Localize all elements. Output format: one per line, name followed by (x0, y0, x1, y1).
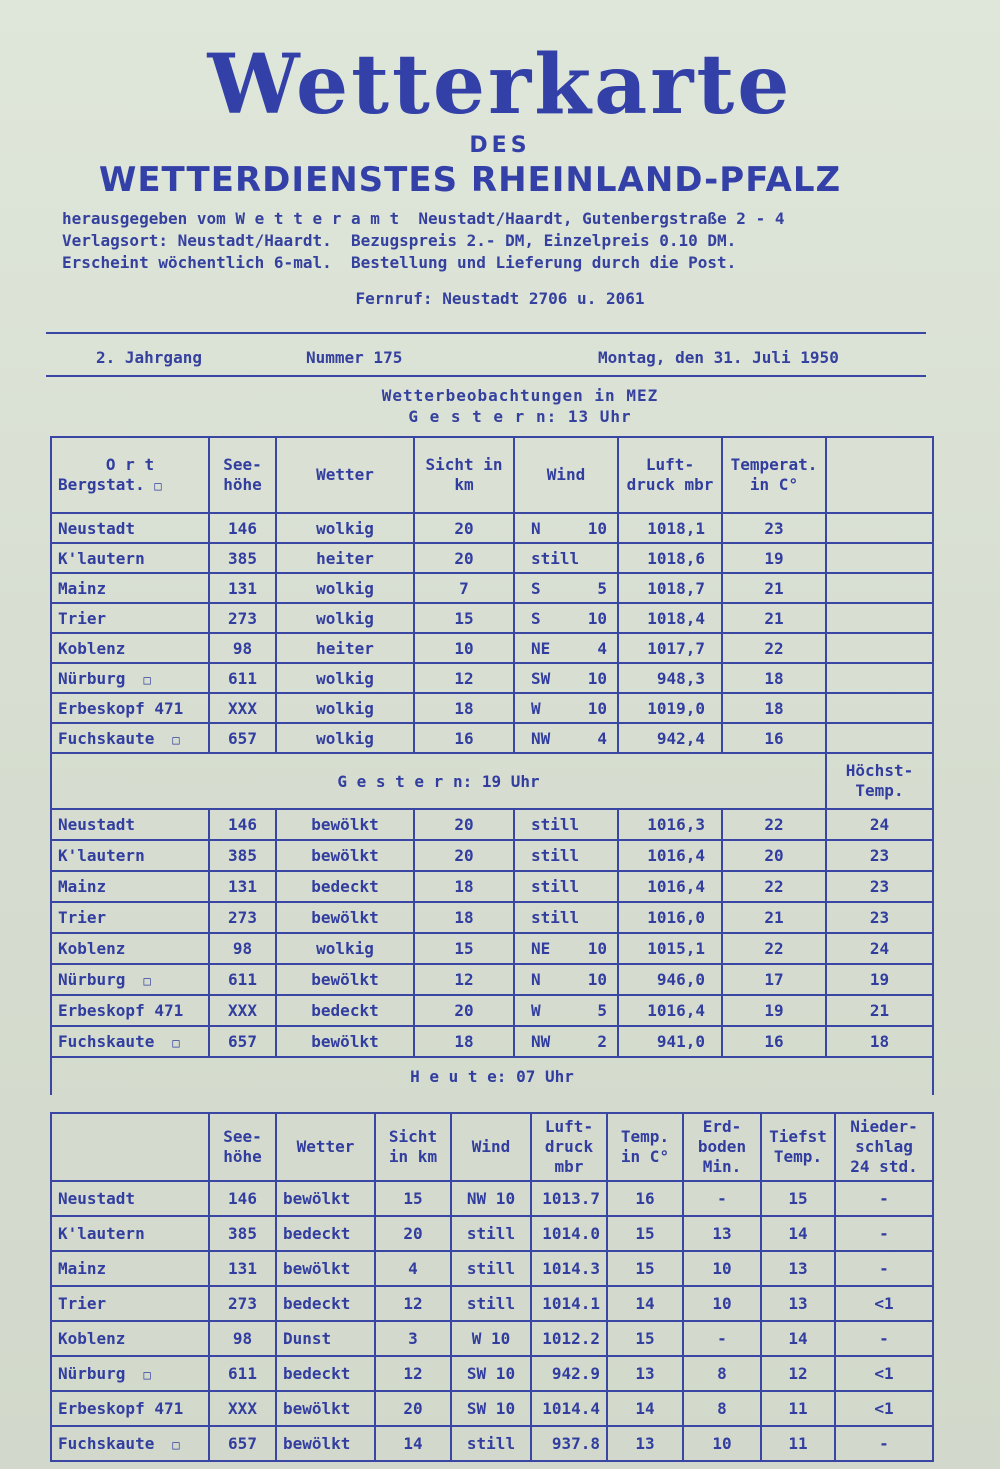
visibility-value: 20 (414, 840, 514, 871)
table-row (51, 871, 933, 902)
wind-value: still (514, 840, 618, 871)
issue-jahrgang: 2. Jahrgang (96, 348, 202, 367)
ground-min-value: - (683, 1321, 761, 1356)
empty-cell (826, 603, 933, 633)
wind-value: still (451, 1251, 531, 1286)
pressure-value: 1016,4 (618, 871, 722, 902)
pressure-value: 1014.3 (531, 1251, 607, 1286)
visibility-value: 12 (375, 1356, 451, 1391)
wind-value: SW 10 (451, 1356, 531, 1391)
visibility-value: 20 (414, 809, 514, 840)
wind-value: still (451, 1426, 531, 1461)
wind-value: SW 10 (451, 1391, 531, 1426)
temperature-value: 15 (607, 1251, 683, 1286)
table-row (51, 809, 933, 840)
max-temperature-value: 24 (826, 933, 933, 964)
ground-min-value: 8 (683, 1356, 761, 1391)
min-temperature-value: 15 (761, 1181, 835, 1216)
publisher-line-2: Verlagsort: Neustadt/Haardt. Bezugspreis 2.- DM, Einzelpreis 0.10 DM. (62, 231, 737, 250)
elevation-value: 131 (209, 573, 276, 603)
visibility-value: 20 (414, 995, 514, 1026)
station-name: Neustadt (51, 1181, 209, 1216)
elevation-value: 611 (209, 663, 276, 693)
ground-min-value: - (683, 1181, 761, 1216)
precipitation-value: <1 (835, 1391, 933, 1426)
empty-cell (826, 723, 933, 753)
station-name: Erbeskopf 471 (51, 693, 209, 723)
empty-cell (826, 693, 933, 723)
elevation-value: 146 (209, 809, 276, 840)
elevation-value: XXX (209, 1391, 276, 1426)
header-luftdruck: Luft- druck mbr (618, 437, 722, 513)
temperature-value: 21 (722, 902, 826, 933)
table-row (51, 513, 933, 543)
observations-title: Wetterbeobachtungen in MEZ (381, 386, 659, 405)
publisher-line-1: herausgegeben vom W e t t e r a m t Neustadt/Haardt, Gutenbergstraße 2 - 4 (62, 209, 785, 228)
visibility-value: 14 (375, 1426, 451, 1461)
precipitation-value: <1 (835, 1356, 933, 1391)
station-name: Nürburg □ (51, 964, 209, 995)
table-row (51, 663, 933, 693)
empty-cell (826, 663, 933, 693)
mountain-station-marker: □ (172, 732, 180, 747)
weather-value: bedeckt (276, 995, 414, 1026)
station-name: Neustadt (51, 809, 209, 840)
table-row (51, 995, 933, 1026)
observations-table-yesterday (50, 436, 934, 1095)
header2-ort (51, 1113, 209, 1181)
header2-wind: Wind (451, 1113, 531, 1181)
temperature-value: 22 (722, 933, 826, 964)
pressure-value: 1016,4 (618, 840, 722, 871)
visibility-value: 18 (414, 1026, 514, 1057)
divider-top (46, 332, 926, 334)
max-temperature-value: 18 (826, 1026, 933, 1057)
wind-value: W 10 (514, 693, 618, 723)
precipitation-value: - (835, 1426, 933, 1461)
elevation-value: XXX (209, 995, 276, 1026)
table-row (51, 603, 933, 633)
weather-value: bewölkt (276, 1426, 375, 1461)
precipitation-value: - (835, 1321, 933, 1356)
visibility-value: 10 (414, 633, 514, 663)
temperature-value: 22 (722, 871, 826, 902)
observations-table-today (50, 1112, 934, 1462)
visibility-value: 18 (414, 693, 514, 723)
issue-date: Montag, den 31. Juli 1950 (598, 348, 839, 367)
ground-min-value: 8 (683, 1391, 761, 1426)
page-subtitle: WETTERDIENSTES RHEINLAND-PFALZ (98, 160, 842, 200)
header-wetter: Wetter (276, 437, 414, 513)
station-name: Nürburg □ (51, 663, 209, 693)
temperature-value: 22 (722, 633, 826, 663)
elevation-value: 385 (209, 1216, 276, 1251)
max-temperature-value: 21 (826, 995, 933, 1026)
table-row (51, 902, 933, 933)
title-des: DES (469, 133, 531, 158)
visibility-value: 12 (414, 964, 514, 995)
station-name: Koblenz (51, 933, 209, 964)
visibility-value: 12 (414, 663, 514, 693)
weather-value: wolkig (276, 693, 414, 723)
header2-erdboden: Erd- boden Min. (683, 1113, 761, 1181)
ground-min-value: 10 (683, 1286, 761, 1321)
table2-header-row (51, 1113, 933, 1181)
wind-value: W 5 (514, 995, 618, 1026)
weather-value: heiter (276, 543, 414, 573)
temperature-value: 21 (722, 573, 826, 603)
pressure-value: 941,0 (618, 1026, 722, 1057)
header2-wetter: Wetter (276, 1113, 375, 1181)
visibility-value: 4 (375, 1251, 451, 1286)
elevation-value: 273 (209, 1286, 276, 1321)
weather-value: bewölkt (276, 902, 414, 933)
max-temperature-value: 23 (826, 840, 933, 871)
min-temperature-value: 11 (761, 1391, 835, 1426)
precipitation-value: - (835, 1216, 933, 1251)
weather-value: bewölkt (276, 1181, 375, 1216)
table-row (51, 723, 933, 753)
weather-value: wolkig (276, 603, 414, 633)
min-temperature-value: 13 (761, 1251, 835, 1286)
empty-cell (826, 513, 933, 543)
station-name: K'lautern (51, 543, 209, 573)
pressure-value: 1018,6 (618, 543, 722, 573)
table-row (51, 543, 933, 573)
elevation-value: 657 (209, 1026, 276, 1057)
weather-value: wolkig (276, 933, 414, 964)
pressure-value: 948,3 (618, 663, 722, 693)
elevation-value: 146 (209, 513, 276, 543)
elevation-value: 611 (209, 964, 276, 995)
mountain-station-marker: □ (143, 672, 151, 687)
weather-value: bedeckt (276, 1356, 375, 1391)
mountain-station-marker: □ (143, 1368, 151, 1382)
min-temperature-value: 12 (761, 1356, 835, 1391)
precipitation-value: <1 (835, 1286, 933, 1321)
ground-min-value: 13 (683, 1216, 761, 1251)
temperature-value: 16 (722, 723, 826, 753)
station-name: Fuchskaute □ (51, 1426, 209, 1461)
visibility-value: 12 (375, 1286, 451, 1321)
page-title: Wetterkarte (207, 37, 793, 133)
station-name: Trier (51, 1286, 209, 1321)
temperature-value: 16 (722, 1026, 826, 1057)
weather-value: wolkig (276, 513, 414, 543)
elevation-value: XXX (209, 693, 276, 723)
wind-value: S 5 (514, 573, 618, 603)
section-07-title: H e u t e: 07 Uhr (51, 1057, 933, 1095)
temperature-value: 23 (722, 513, 826, 543)
section-13-title: G e s t e r n: 13 Uhr (408, 407, 632, 426)
station-name: Neustadt (51, 513, 209, 543)
header-sicht: Sicht in km (414, 437, 514, 513)
weather-value: bewölkt (276, 1391, 375, 1426)
wind-value: still (451, 1216, 531, 1251)
elevation-value: 131 (209, 871, 276, 902)
elevation-value: 385 (209, 543, 276, 573)
elevation-value: 98 (209, 633, 276, 663)
temperature-value: 14 (607, 1286, 683, 1321)
publisher-info (62, 208, 942, 274)
elevation-value: 385 (209, 840, 276, 871)
temperature-value: 13 (607, 1426, 683, 1461)
wind-value: NE 10 (514, 933, 618, 964)
ground-min-value: 10 (683, 1426, 761, 1461)
section-07-row (51, 1057, 933, 1095)
rows-19-uhr (51, 809, 933, 1057)
table-row (51, 1391, 933, 1426)
temperature-value: 16 (607, 1181, 683, 1216)
visibility-value: 15 (414, 933, 514, 964)
visibility-value: 15 (414, 603, 514, 633)
temperature-value: 18 (722, 663, 826, 693)
precipitation-value: - (835, 1181, 933, 1216)
table-row (51, 964, 933, 995)
weather-value: bedeckt (276, 1216, 375, 1251)
mountain-station-marker: □ (143, 974, 151, 988)
precipitation-value: - (835, 1251, 933, 1286)
visibility-value: 18 (414, 871, 514, 902)
min-temperature-value: 13 (761, 1286, 835, 1321)
weather-value: heiter (276, 633, 414, 663)
pressure-value: 1016,4 (618, 995, 722, 1026)
station-name: Erbeskopf 471 (51, 1391, 209, 1426)
temperature-value: 13 (607, 1356, 683, 1391)
pressure-value: 1013.7 (531, 1181, 607, 1216)
max-temperature-value: 19 (826, 964, 933, 995)
wind-value: NW 10 (451, 1181, 531, 1216)
table-row (51, 633, 933, 663)
elevation-value: 273 (209, 902, 276, 933)
weather-value: bedeckt (276, 871, 414, 902)
weather-value: bewölkt (276, 964, 414, 995)
station-name: Fuchskaute □ (51, 1026, 209, 1057)
visibility-value: 20 (414, 513, 514, 543)
temperature-value: 15 (607, 1216, 683, 1251)
header2-seehoehe: See- höhe (209, 1113, 276, 1181)
table-row (51, 1181, 933, 1216)
table-row (51, 573, 933, 603)
wind-value: NE 4 (514, 633, 618, 663)
station-name: K'lautern (51, 1216, 209, 1251)
header2-niederschlag: Nieder- schlag 24 std. (835, 1113, 933, 1181)
elevation-value: 98 (209, 1321, 276, 1356)
elevation-value: 611 (209, 1356, 276, 1391)
weather-value: wolkig (276, 663, 414, 693)
table1-header-row (51, 437, 933, 513)
table-row (51, 1426, 933, 1461)
station-name: Nürburg □ (51, 1356, 209, 1391)
pressure-value: 1014.0 (531, 1216, 607, 1251)
table-row (51, 933, 933, 964)
max-temperature-value: 24 (826, 809, 933, 840)
visibility-value: 3 (375, 1321, 451, 1356)
weather-value: wolkig (276, 573, 414, 603)
mountain-station-marker: □ (172, 1036, 180, 1050)
station-name: Fuchskaute □ (51, 723, 209, 753)
pressure-value: 1016,0 (618, 902, 722, 933)
temperature-value: 22 (722, 809, 826, 840)
weather-value: bedeckt (276, 1286, 375, 1321)
header2-sicht: Sicht in km (375, 1113, 451, 1181)
pressure-value: 1017,7 (618, 633, 722, 663)
wind-value: still (514, 902, 618, 933)
wind-value: NW 4 (514, 723, 618, 753)
rows-07-uhr (51, 1181, 933, 1461)
pressure-value: 1014.1 (531, 1286, 607, 1321)
pressure-value: 942.9 (531, 1356, 607, 1391)
elevation-value: 131 (209, 1251, 276, 1286)
station-name: Trier (51, 902, 209, 933)
section-19-title: G e s t e r n: 19 Uhr (51, 753, 826, 809)
ground-min-value: 10 (683, 1251, 761, 1286)
wind-value: still (451, 1286, 531, 1321)
min-temperature-value: 14 (761, 1216, 835, 1251)
pressure-value: 937.8 (531, 1426, 607, 1461)
weather-value: bewölkt (276, 1251, 375, 1286)
header-hoechst: Höchst- Temp. (826, 753, 933, 809)
wind-value: SW 10 (514, 663, 618, 693)
pressure-value: 1015,1 (618, 933, 722, 964)
pressure-value: 1014.4 (531, 1391, 607, 1426)
elevation-value: 146 (209, 1181, 276, 1216)
visibility-value: 20 (414, 543, 514, 573)
header2-tiefst: Tiefst Temp. (761, 1113, 835, 1181)
temperature-value: 15 (607, 1321, 683, 1356)
table-row (51, 840, 933, 871)
pressure-value: 946,0 (618, 964, 722, 995)
weather-value: Dunst (276, 1321, 375, 1356)
visibility-value: 15 (375, 1181, 451, 1216)
visibility-value: 20 (375, 1216, 451, 1251)
elevation-value: 657 (209, 723, 276, 753)
header-empty (826, 437, 933, 513)
wind-value: N 10 (514, 964, 618, 995)
temperature-value: 18 (722, 693, 826, 723)
empty-cell (826, 573, 933, 603)
elevation-value: 98 (209, 933, 276, 964)
weather-value: bewölkt (276, 1026, 414, 1057)
wind-value: N 10 (514, 513, 618, 543)
wind-value: still (514, 871, 618, 902)
rows-13-uhr (51, 513, 933, 753)
wind-value: W 10 (451, 1321, 531, 1356)
pressure-value: 1019,0 (618, 693, 722, 723)
table-row (51, 1286, 933, 1321)
table-row (51, 1251, 933, 1286)
empty-cell (826, 633, 933, 663)
visibility-value: 18 (414, 902, 514, 933)
header-seehoehe: See- höhe (209, 437, 276, 513)
table-row (51, 693, 933, 723)
issue-number: Nummer 175 (306, 348, 403, 367)
table-row (51, 1356, 933, 1391)
phone-line: Fernruf: Neustadt 2706 u. 2061 (355, 289, 645, 308)
pressure-value: 1016,3 (618, 809, 722, 840)
header-wind: Wind (514, 437, 618, 513)
wind-value: still (514, 543, 618, 573)
weather-value: bewölkt (276, 809, 414, 840)
wind-value: still (514, 809, 618, 840)
temperature-value: 21 (722, 603, 826, 633)
wind-value: S 10 (514, 603, 618, 633)
elevation-value: 273 (209, 603, 276, 633)
station-name: Erbeskopf 471 (51, 995, 209, 1026)
station-name: Trier (51, 603, 209, 633)
header-temperat: Temperat. in C° (722, 437, 826, 513)
divider-bottom (46, 375, 926, 377)
pressure-value: 1018,4 (618, 603, 722, 633)
visibility-value: 20 (375, 1391, 451, 1426)
station-name: K'lautern (51, 840, 209, 871)
header-ort: O r t Bergstat. □ (51, 437, 209, 513)
pressure-value: 1018,7 (618, 573, 722, 603)
header2-luftdruck: Luft- druck mbr (531, 1113, 607, 1181)
temperature-value: 17 (722, 964, 826, 995)
visibility-value: 7 (414, 573, 514, 603)
empty-cell (826, 543, 933, 573)
wind-value: NW 2 (514, 1026, 618, 1057)
station-name: Mainz (51, 573, 209, 603)
station-name: Koblenz (51, 1321, 209, 1356)
min-temperature-value: 11 (761, 1426, 835, 1461)
station-name: Mainz (51, 871, 209, 902)
min-temperature-value: 14 (761, 1321, 835, 1356)
station-name: Mainz (51, 1251, 209, 1286)
table-row (51, 1216, 933, 1251)
publisher-line-3: Erscheint wöchentlich 6-mal. Bestellung und Lieferung durch die Post. (62, 253, 737, 272)
weather-value: bewölkt (276, 840, 414, 871)
weather-value: wolkig (276, 723, 414, 753)
elevation-value: 657 (209, 1426, 276, 1461)
mountain-station-marker: □ (172, 1438, 180, 1452)
station-name: Koblenz (51, 633, 209, 663)
max-temperature-value: 23 (826, 902, 933, 933)
section-19-row (51, 753, 933, 809)
temperature-value: 20 (722, 840, 826, 871)
temperature-value: 14 (607, 1391, 683, 1426)
table-row (51, 1026, 933, 1057)
max-temperature-value: 23 (826, 871, 933, 902)
temperature-value: 19 (722, 543, 826, 573)
pressure-value: 942,4 (618, 723, 722, 753)
temperature-value: 19 (722, 995, 826, 1026)
pressure-value: 1018,1 (618, 513, 722, 543)
table-row (51, 1321, 933, 1356)
header2-temp: Temp. in C° (607, 1113, 683, 1181)
pressure-value: 1012.2 (531, 1321, 607, 1356)
visibility-value: 16 (414, 723, 514, 753)
